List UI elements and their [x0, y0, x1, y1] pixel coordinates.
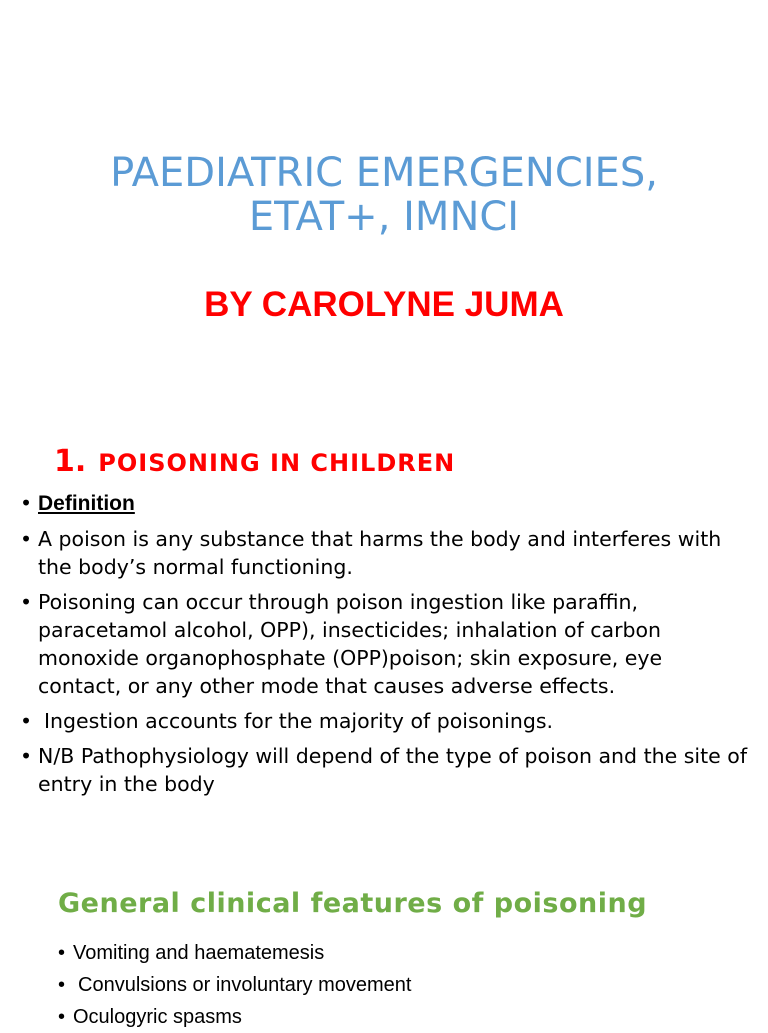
bullet-icon: • [20, 590, 33, 614]
features-list [58, 937, 738, 1033]
list-item-text: Vomiting and haematemesis [73, 942, 325, 964]
title-line-2: ETAT+, IMNCI [248, 193, 520, 240]
definition-label: Definition [38, 492, 135, 515]
list-item-text: A poison is any substance that harms the body and interferes with the body’s normal functioning. [38, 527, 722, 579]
bullet-icon: • [20, 709, 33, 733]
list-item [20, 525, 750, 581]
features-heading: General clinical features of poisoning [58, 888, 648, 919]
bullet-icon: • [58, 974, 66, 996]
title-line-1: PAEDIATRIC EMERGENCIES, [110, 149, 658, 196]
presentation-title [0, 151, 768, 239]
section-number: 1. [54, 444, 87, 479]
list-item [20, 742, 750, 798]
list-item [20, 489, 750, 518]
poisoning-slide [0, 410, 768, 850]
list-item [58, 937, 738, 969]
list-item [58, 969, 738, 1001]
author-name: BY CAROLYNE JUMA [204, 285, 564, 324]
list-item [58, 1001, 738, 1033]
list-item-text: Poisoning can occur through poison ingestion like paraffin, paracetamol alcohol, OPP), insecticides; inhalation of carbon monoxide organophosphate (OPP)poison; skin exposure, eye contact, or any other mode that causes adverse effects. [38, 590, 663, 698]
bullet-icon: • [58, 1006, 66, 1028]
list-item-text: Convulsions or involuntary movement [78, 974, 412, 996]
bullet-icon: • [58, 942, 66, 964]
poisoning-bullet-list [20, 489, 750, 805]
bullet-icon: • [20, 527, 33, 551]
bullet-icon: • [20, 491, 33, 515]
list-item [20, 707, 750, 735]
section-heading [54, 444, 455, 479]
list-item [20, 588, 750, 700]
list-item-text: Oculogyric spasms [73, 1006, 242, 1028]
section-title: POISONING IN CHILDREN [98, 449, 456, 477]
features-slide [0, 850, 768, 1028]
list-item-text: Ingestion accounts for the majority of poisonings. [44, 709, 554, 733]
title-slide [0, 0, 768, 410]
bullet-icon: • [20, 744, 33, 768]
list-item-text: N/B Pathophysiology will depend of the type of poison and the site of entry in the body [38, 744, 748, 796]
